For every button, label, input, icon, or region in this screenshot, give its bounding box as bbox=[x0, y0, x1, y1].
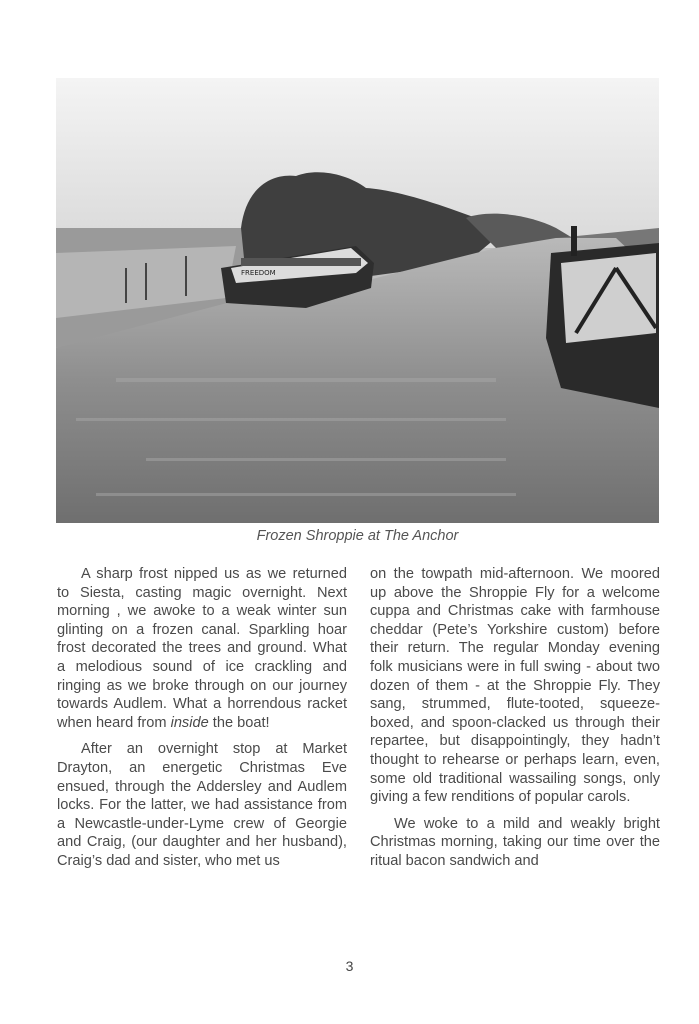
left-paragraph-2: After an overnight stop at Market Drayton, an energetic Christmas Eve ensued, through the Addersley and Audlem locks. For the latter, we had assistance from a Newcastle-under-Lyme crew of Georgie and Craig, (our daughter and her husband), Craig’s dad and sister, who met us bbox=[57, 741, 347, 869]
page-number: 3 bbox=[345, 958, 354, 974]
left-paragraph-1 bbox=[57, 565, 347, 732]
left-paragraph-1-text: A sharp frost nipped us as we returned to Siesta, casting magic overnight. Next morning , we awoke to a weak winter sun glinting on a frozen canal. Sparkling hoar frost decorated the trees and ground. What a melodious sound of ice crackling and ringing as we broke through on our journey towards Audlem. What a horrendous racket when heard from bbox=[57, 566, 347, 731]
left-column bbox=[57, 565, 347, 871]
right-column bbox=[370, 565, 660, 871]
photo-caption: Frozen Shroppie at The Anchor bbox=[256, 528, 459, 544]
canal-photo-icon bbox=[56, 78, 659, 523]
canal-photo bbox=[56, 78, 659, 523]
left-paragraph-1-emphasis: inside bbox=[170, 714, 209, 731]
svg-text:FREEDOM: FREEDOM bbox=[241, 269, 276, 277]
right-paragraph-1: on the towpath mid-afternoon. We moored up above the Shroppie Fly for a welcome cuppa and Christmas cake with farmhouse cheddar (Pete’s Yorkshire custom) before their return. The regular Monday evening folk musicians were in full swing - about two dozen of them - at the Shroppie Fly. They sang, strummed, flute-tooted, squeeze-boxed, and spoon-clacked us through their repartee, but disappointingly, they hadn’t thought to rehearse or perhaps learn, even, some old traditional wassailing songs, only giving a few renditions of popular carols. bbox=[370, 566, 660, 806]
left-paragraph-1-end: the boat! bbox=[208, 714, 270, 731]
right-paragraph-2: We woke to a mild and weakly bright Christmas morning, taking our time over the ritual bacon sandwich and bbox=[370, 815, 660, 869]
